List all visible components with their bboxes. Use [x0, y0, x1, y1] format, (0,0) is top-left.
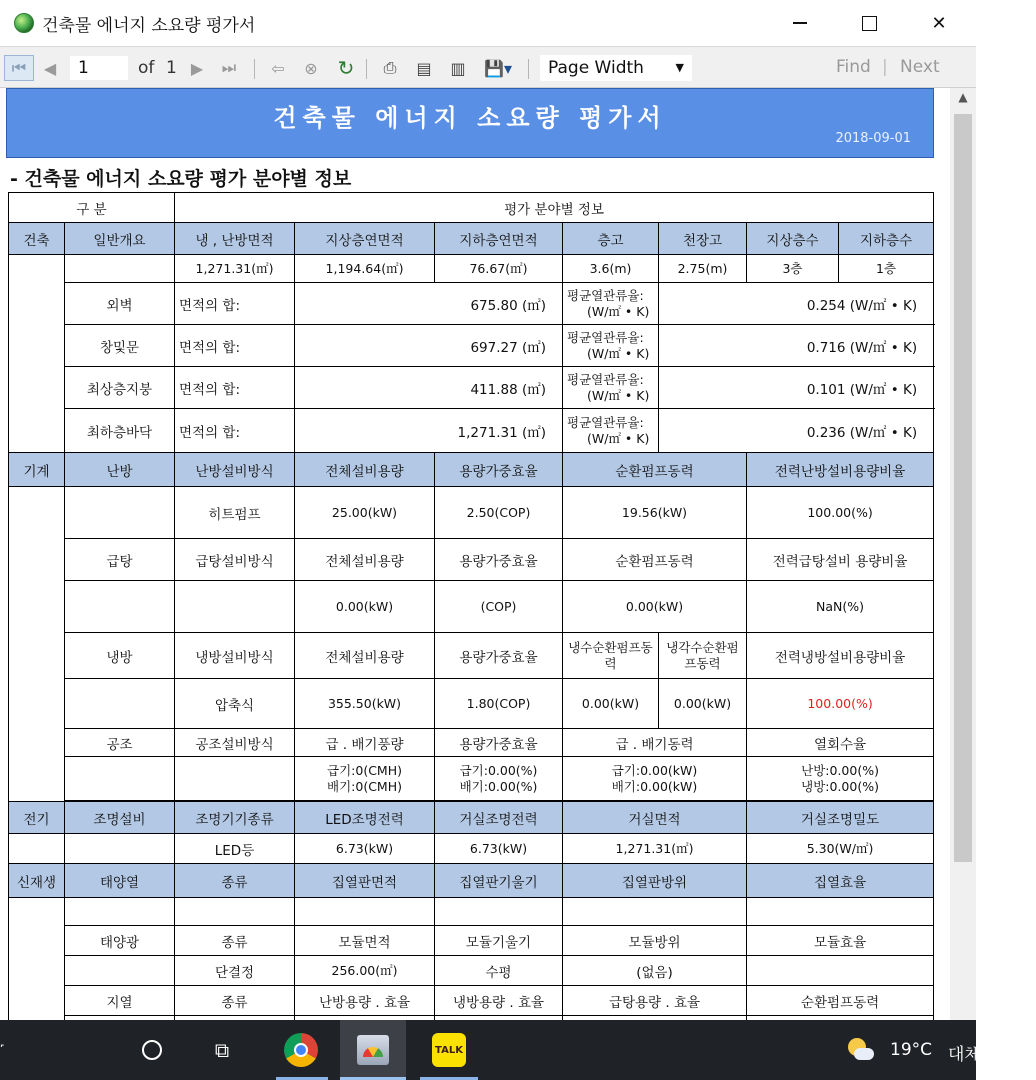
chrome-taskbar-button[interactable] [272, 1020, 330, 1080]
envelope-row [9, 367, 934, 409]
cell-header: 일반개요 [65, 223, 175, 255]
cell-header: 전체설비용량 [295, 633, 435, 679]
cell-header: 층고 [563, 223, 659, 255]
cell-header: 거실면적 [563, 802, 747, 834]
cell-header: 전체설비용량 [295, 453, 435, 487]
table-row [9, 834, 934, 864]
cell-value: 5.30(W/㎡) [747, 834, 934, 864]
previous-page-icon: ◀ [43, 58, 57, 78]
cell-value [747, 956, 934, 986]
envelope-u-value: 0.254 (W/㎡ • K) [659, 283, 934, 325]
envelope-row [9, 325, 934, 367]
book-icon: ▥ [450, 58, 466, 78]
minimize-icon [793, 22, 807, 23]
cell-empty [175, 898, 295, 926]
search-button[interactable] [128, 1020, 176, 1080]
table-row [9, 679, 934, 729]
zoom-select[interactable] [540, 55, 692, 81]
cell-header: 지상층연면적 [295, 223, 435, 255]
cell-value: 단결정 [175, 956, 295, 986]
envelope-area: 411.88 (㎡) [295, 367, 563, 409]
u-label-unit: (W/㎡ • K) [587, 345, 650, 361]
area-sum-label: 면적의 합: [175, 367, 295, 409]
cell-header: 종류 [175, 926, 295, 956]
cell-header: 냉방설비방식 [175, 633, 295, 679]
table-row [9, 926, 934, 956]
energy-app-taskbar-button[interactable] [340, 1020, 406, 1080]
printer-icon: ⎙ [383, 58, 397, 77]
subgroup-label: 난방 [65, 453, 175, 487]
cell-header: 모듈방위 [563, 926, 747, 956]
cell-header: 모듈기울기 [435, 926, 563, 956]
toolbar-divider [528, 59, 529, 79]
cell-value: 3층 [747, 255, 839, 283]
table-row [9, 255, 934, 283]
page-number-input[interactable] [70, 56, 128, 80]
cell-header: 집열판면적 [295, 864, 435, 898]
subgroup-label: 급탕 [65, 539, 175, 581]
back-button[interactable] [266, 55, 290, 81]
cell-header: LED조명전력 [295, 802, 435, 834]
last-page-button[interactable] [216, 55, 242, 81]
taskbar [0, 1020, 1036, 1080]
cell-value: 1층 [839, 255, 934, 283]
toolbar-divider [366, 59, 367, 79]
table-row [9, 986, 934, 1016]
page-setup-button[interactable] [444, 55, 472, 81]
u-label-line: 평균열관류율: [567, 329, 644, 345]
print-layout-button[interactable] [410, 55, 438, 81]
cell-header: 냉수순환펌프동력 [563, 633, 659, 679]
cell-value: 100.00(%) [747, 487, 934, 539]
cell-header: 순환펌프동력 [747, 986, 934, 1016]
u-value-label [563, 283, 659, 325]
table-row [9, 581, 934, 633]
total-pages: 1 [166, 58, 177, 78]
cell-value: 1,271.31(㎡) [563, 834, 747, 864]
cell-value: LED등 [175, 834, 295, 864]
table-row [9, 539, 934, 581]
cell-value: 0.00(kW) [563, 679, 659, 729]
cell-header: 모듈효율 [747, 926, 934, 956]
report-toolbar [0, 46, 976, 88]
cell-header: 난방용량 . 효율 [295, 986, 435, 1016]
heat-recovery-heating: 난방:0.00(%) [801, 762, 879, 778]
u-value-label [563, 367, 659, 409]
area-sum-label: 면적의 합: [175, 325, 295, 367]
cell-value: 압축식 [175, 679, 295, 729]
cell-empty [65, 255, 175, 283]
next-page-icon: ▶ [190, 58, 204, 78]
cell-empty [435, 898, 563, 926]
of-label: of [138, 58, 155, 78]
cell-header: 거실조명전력 [435, 802, 563, 834]
efficiency-cell [435, 757, 563, 801]
cell-value: 6.73(kW) [435, 834, 563, 864]
cell-empty [65, 956, 175, 986]
cell-empty [563, 898, 747, 926]
cell-value: 히트펌프 [175, 487, 295, 539]
chevron-down-icon: ▼ [675, 61, 684, 74]
envelope-u-value: 0.236 (W/㎡ • K) [659, 409, 934, 453]
report-date: 2018-09-01 [835, 131, 911, 146]
supply-air: 급기:0(CMH) [327, 762, 402, 778]
cell-value: 25.00(kW) [295, 487, 435, 539]
u-label-unit: (W/㎡ • K) [587, 303, 650, 319]
subgroup-label: 태양광 [65, 926, 175, 956]
cell-value: 0.00(kW) [563, 581, 747, 633]
refresh-button[interactable] [332, 55, 360, 81]
fan-power-cell [563, 757, 747, 801]
cell-value: 3.6(m) [563, 255, 659, 283]
cell-header: 전체설비용량 [295, 539, 435, 581]
cell-value: 6.73(kW) [295, 834, 435, 864]
close-button[interactable] [904, 0, 974, 46]
table-row [9, 898, 934, 926]
cell-header: 거실조명밀도 [747, 802, 934, 834]
print-button[interactable] [376, 55, 404, 81]
stop-button[interactable] [298, 55, 324, 81]
u-value-label [563, 325, 659, 367]
group-spacer [9, 255, 65, 453]
u-label-line: 평균열관류율: [567, 287, 644, 303]
cell-empty [65, 757, 175, 801]
cell-value: 76.67(㎡) [435, 255, 563, 283]
heat-recovery-cell [747, 757, 934, 801]
u-label-unit: (W/㎡ • K) [587, 387, 650, 403]
air-volume-cell [295, 757, 435, 801]
exhaust-power: 배기:0.00(kW) [611, 778, 698, 794]
cell-header: 지하층수 [839, 223, 934, 255]
envelope-name: 최상층지붕 [65, 367, 175, 409]
maximize-button[interactable] [834, 0, 904, 46]
group-spacer [9, 487, 65, 802]
title-bar [0, 0, 976, 46]
cell-value: 19.56(kW) [563, 487, 747, 539]
cell-header: 용량가중효율 [435, 453, 563, 487]
cell-empty [65, 581, 175, 633]
back-arrow-icon: ⇦ [271, 58, 285, 78]
cell-header: 지상층수 [747, 223, 839, 255]
cell-empty [65, 834, 175, 864]
cell-header: 모듈면적 [295, 926, 435, 956]
cell-header: 냉각수순환펌프동력 [659, 633, 747, 679]
export-button[interactable] [478, 55, 518, 81]
first-page-icon: ⏮ [11, 58, 27, 77]
taskbar-edge-icon: ˹ [0, 1043, 5, 1059]
u-label-line: 평균열관류율: [567, 371, 644, 387]
cell-value: 1,194.64(㎡) [295, 255, 435, 283]
cell-header: 전력급탕설비 용량비율 [747, 539, 934, 581]
energy-gauge-icon [357, 1035, 389, 1065]
cell-empty [295, 898, 435, 926]
cell-header: 지하층연면적 [435, 223, 563, 255]
window-title: 건축물 에너지 소요량 평가서 [42, 15, 256, 36]
cell-header: 집열효율 [747, 864, 934, 898]
search-circle-icon [142, 1040, 162, 1060]
table-row [9, 487, 934, 539]
cell-header: 조명기기종류 [175, 802, 295, 834]
cell-value: 1.80(COP) [435, 679, 563, 729]
cell-header: 열회수율 [747, 729, 934, 757]
cell-value: 수평 [435, 956, 563, 986]
weather-temperature[interactable]: 19°C [890, 1040, 933, 1060]
cell-value: 0.00(kW) [295, 581, 435, 633]
page-layout-icon: ▤ [416, 58, 432, 78]
envelope-u-value: 0.716 (W/㎡ • K) [659, 325, 934, 367]
cell-empty [65, 898, 175, 926]
table-row [9, 802, 934, 834]
find-separator: | [882, 57, 888, 77]
subgroup-label: 태양열 [65, 864, 175, 898]
envelope-area: 675.80 (㎡) [295, 283, 563, 325]
minimize-button[interactable] [765, 0, 835, 46]
cell-value-highlight: 100.00(%) [747, 679, 934, 729]
table-header-row [9, 193, 934, 223]
energy-info-table [8, 192, 934, 1046]
cell-empty [65, 679, 175, 729]
last-page-icon: ⏭ [221, 58, 237, 77]
cell-value: 2.75(m) [659, 255, 747, 283]
report-title: 건축물 에너지 소요량 평가서 [273, 104, 667, 132]
find-next-link[interactable]: Next [900, 57, 940, 77]
cell-header: 집열판기울기 [435, 864, 563, 898]
kakaotalk-taskbar-button[interactable] [418, 1020, 480, 1080]
cell-header: 용량가중효율 [435, 633, 563, 679]
table-row [9, 223, 934, 255]
group-spacer [9, 834, 65, 864]
cell-header: 전력냉방설비용량비율 [747, 633, 934, 679]
task-view-button[interactable] [198, 1020, 246, 1080]
vertical-scrollbar[interactable] [950, 88, 976, 1020]
cell-header: 순환펌프동력 [563, 539, 747, 581]
envelope-name: 최하층바닥 [65, 409, 175, 453]
chrome-icon [284, 1033, 318, 1067]
info-header: 평가 분야별 정보 [175, 193, 934, 223]
next-page-button[interactable] [186, 55, 208, 81]
cell-header: 급탕설비방식 [175, 539, 295, 581]
cell-value: 2.50(COP) [435, 487, 563, 539]
group-label: 기계 [9, 453, 65, 487]
group-label: 건축 [9, 223, 65, 255]
u-value-label [563, 409, 659, 453]
supply-efficiency: 급기:0.00(%) [459, 762, 538, 778]
previous-page-button[interactable] [38, 55, 62, 81]
cell-header: 공조설비방식 [175, 729, 295, 757]
envelope-area: 697.27 (㎡) [295, 325, 563, 367]
cell-value: 256.00(㎡) [295, 956, 435, 986]
cell-header: 종류 [175, 986, 295, 1016]
cell-header: 냉 , 난방면적 [175, 223, 295, 255]
weather-description[interactable]: 대체로 흐림 [948, 1045, 1036, 1065]
cell-value [175, 581, 295, 633]
cell-header: 종류 [175, 864, 295, 898]
envelope-name: 외벽 [65, 283, 175, 325]
cell-header: 집열판방위 [563, 864, 747, 898]
group-label: 신재생 [9, 864, 65, 898]
subgroup-label: 냉방 [65, 633, 175, 679]
subgroup-label: 공조 [65, 729, 175, 757]
cell-header: 난방설비방식 [175, 453, 295, 487]
report-banner [6, 88, 934, 158]
find-link[interactable]: Find [836, 57, 871, 77]
category-header: 구 분 [9, 193, 175, 223]
table-row [9, 956, 934, 986]
scroll-up-arrow-icon[interactable]: ▲ [958, 90, 968, 104]
group-label: 전기 [9, 802, 65, 834]
envelope-name: 창및문 [65, 325, 175, 367]
save-disk-icon: 💾▾ [484, 58, 512, 78]
envelope-u-value: 0.101 (W/㎡ • K) [659, 367, 934, 409]
app-icon [14, 13, 34, 33]
partly-cloudy-icon[interactable] [846, 1036, 874, 1064]
table-row [9, 864, 934, 898]
exhaust-efficiency: 배기:0.00(%) [459, 778, 538, 794]
subgroup-label: 조명설비 [65, 802, 175, 834]
cell-header: 급탕용량 . 효율 [563, 986, 747, 1016]
cell-empty [65, 487, 175, 539]
maximize-icon [862, 16, 877, 31]
cell-value: (없음) [563, 956, 747, 986]
cell-empty [747, 898, 934, 926]
cell-empty [175, 757, 295, 801]
area-sum-label: 면적의 합: [175, 283, 295, 325]
scroll-thumb[interactable] [954, 114, 972, 862]
heat-recovery-cooling: 냉방:0.00(%) [801, 778, 879, 794]
kakaotalk-icon: TALK [432, 1033, 466, 1067]
envelope-row [9, 409, 934, 453]
area-sum-label: 면적의 합: [175, 409, 295, 453]
cell-value: 0.00(kW) [659, 679, 747, 729]
envelope-row [9, 283, 934, 325]
stop-icon: ⊗ [304, 58, 318, 78]
cell-value: 355.50(kW) [295, 679, 435, 729]
table-row [9, 453, 934, 487]
cell-header: 용량가중효율 [435, 729, 563, 757]
cell-header: 급 . 배기풍량 [295, 729, 435, 757]
table-row [9, 729, 934, 757]
envelope-area: 1,271.31 (㎡) [295, 409, 563, 453]
supply-power: 급기:0.00(kW) [611, 762, 698, 778]
cell-value: NaN(%) [747, 581, 934, 633]
refresh-icon: ↻ [337, 56, 355, 80]
close-icon: ✕ [931, 12, 947, 34]
zoom-value: Page Width [548, 58, 644, 78]
u-label-line: 평균열관류율: [567, 414, 644, 430]
cell-header: 용량가중효율 [435, 539, 563, 581]
table-row [9, 757, 934, 801]
task-view-icon: ⧉ [214, 1038, 230, 1062]
cell-value: 1,271.31(㎡) [175, 255, 295, 283]
u-label-unit: (W/㎡ • K) [587, 430, 650, 446]
cell-header: 냉방용량 . 효율 [435, 986, 563, 1016]
table-row [9, 633, 934, 679]
cell-header: 순환펌프동력 [563, 453, 747, 487]
toolbar-divider [254, 59, 255, 79]
cell-header: 급 . 배기동력 [563, 729, 747, 757]
cell-header: 전력난방설비용량비율 [747, 453, 934, 487]
cell-header: 천장고 [659, 223, 747, 255]
subgroup-label: 지열 [65, 986, 175, 1016]
report-viewer [0, 88, 950, 1020]
first-page-button[interactable] [4, 55, 34, 81]
exhaust-air: 배기:0(CMH) [327, 778, 402, 794]
cell-value: (COP) [435, 581, 563, 633]
section-title: - 건축물 에너지 소요량 평가 분야별 정보 [10, 168, 352, 190]
